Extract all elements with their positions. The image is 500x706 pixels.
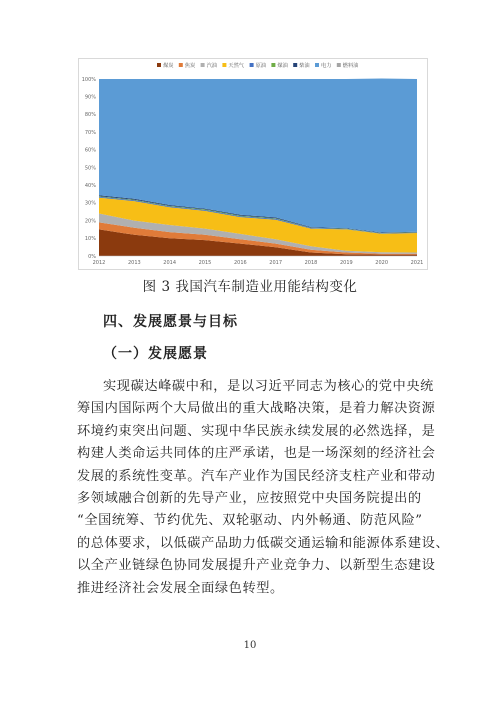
y-tick-label: 40%: [84, 183, 96, 189]
legend-swatch: [179, 63, 183, 67]
legend-label: 煤炭: [163, 63, 174, 69]
legend-swatch: [157, 63, 161, 67]
y-tick-label: 0%: [88, 253, 96, 260]
paragraph-line: 的总体要求，以低碳产品助力低碳交通运输和能源体系建设、: [77, 535, 450, 551]
x-tick-label: 2016: [233, 260, 247, 266]
body-paragraph: [77, 376, 450, 600]
y-tick-label: 70%: [84, 129, 96, 136]
legend-label: 汽油: [206, 63, 217, 69]
page-number: 10: [243, 640, 257, 651]
x-tick-label: 2019: [339, 260, 353, 266]
x-tick-label: 2021: [410, 260, 424, 266]
figure-caption: 图 3 我国汽车制造业用能结构变化: [142, 279, 358, 295]
legend-label: 燃料油: [342, 63, 359, 69]
legend-swatch: [337, 63, 341, 67]
legend-swatch: [201, 63, 205, 67]
y-tick-label: 20%: [84, 218, 96, 225]
paragraph-line: 筹国内国际两个大局做出的重大战略决策，是着力解决资源: [77, 401, 436, 417]
paragraph-line: 构建人类命运共同体的庄严承诺，也是一场深刻的经济社会: [77, 446, 436, 462]
y-tick-label: 60%: [84, 147, 96, 154]
paragraph-line: 发展的系统性变革。汽车产业作为国民经济支柱产业和带动: [77, 468, 436, 484]
y-tick-label: 50%: [84, 165, 96, 172]
x-tick-label: 2012: [92, 260, 106, 266]
legend-swatch: [315, 63, 319, 67]
x-tick-label: 2018: [304, 260, 318, 266]
paragraph-line: 多领域融合创新的先导产业，应按照党中央国务院提出的: [77, 491, 422, 507]
y-tick-label: 90%: [84, 94, 96, 101]
legend-label: 柴油: [299, 63, 310, 69]
paragraph-line: 推进经济社会发展全面绿色转型。: [77, 580, 284, 596]
paragraph-line: “全国统筹、节约优先、双轮驱动、内外畅通、防范风险”: [77, 513, 423, 529]
x-tick-label: 2015: [198, 260, 212, 266]
x-tick-label: 2013: [127, 260, 141, 266]
energy-structure-chart: [78, 58, 428, 270]
legend-label: 焦炭: [184, 63, 196, 69]
paragraph-line: 以全产业链绿色协同发展提升产业竞争力、以新型生态建设: [77, 558, 436, 574]
legend-swatch: [222, 63, 226, 67]
legend-label: 煤油: [277, 63, 288, 69]
legend-label: 原油: [255, 63, 266, 69]
paragraph-line: 环境约束突出问题、实现中华民族永续发展的必然选择，是: [77, 423, 436, 439]
subsection-heading: （一）发展愿景: [103, 346, 208, 362]
x-tick-label: 2014: [163, 260, 177, 266]
y-tick-label: 100%: [81, 76, 96, 83]
chart-svg: [79, 59, 427, 269]
x-tick-label: 2020: [375, 260, 389, 266]
legend-label: 电力: [321, 63, 332, 69]
legend-swatch: [293, 63, 297, 67]
y-tick-label: 30%: [84, 200, 96, 207]
legend-swatch: [271, 63, 275, 67]
x-tick-label: 2017: [269, 260, 283, 266]
legend-swatch: [250, 63, 254, 67]
y-tick-label: 80%: [84, 112, 96, 119]
paragraph-line: 实现碳达峰碳中和，是以习近平同志为核心的党中央统: [103, 379, 434, 394]
legend-label: 天然气: [228, 63, 244, 69]
section-heading: 四、发展愿景与目标: [103, 314, 238, 330]
y-tick-label: 10%: [84, 236, 96, 243]
